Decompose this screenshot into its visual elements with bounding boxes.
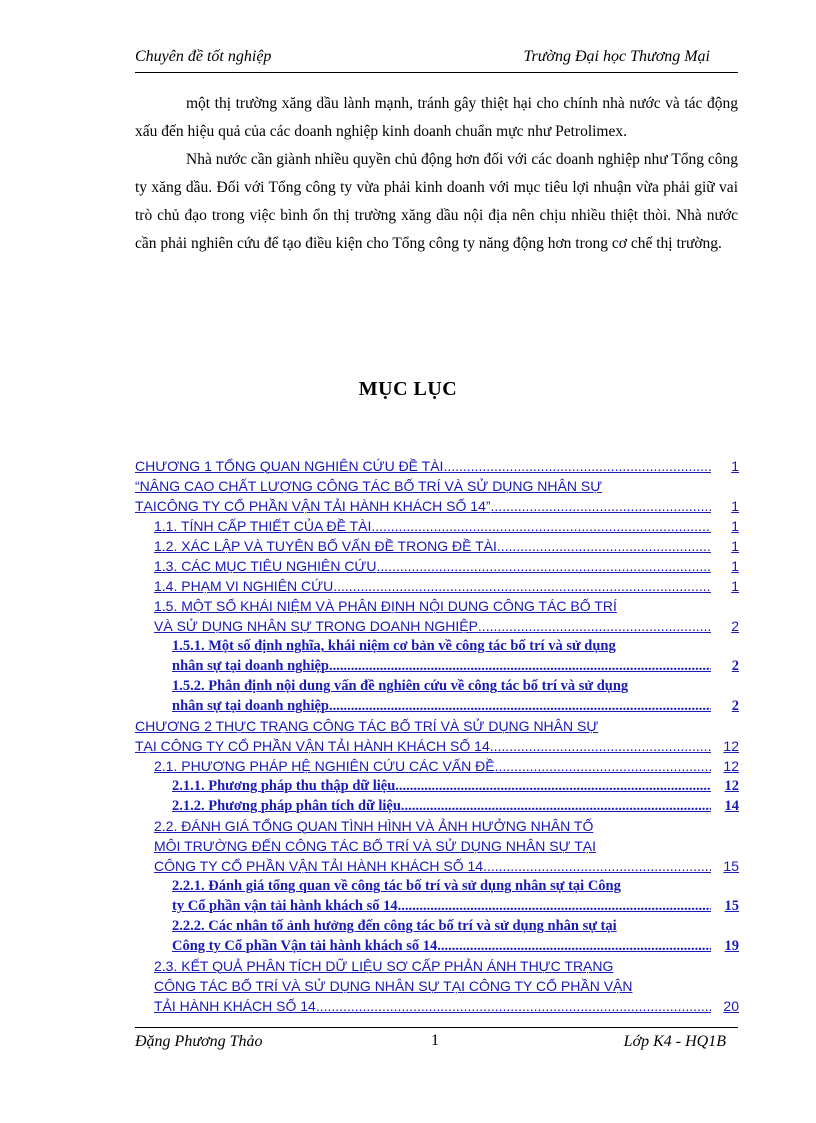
toc-entry-text: 2.3. KẾT QUẢ PHÂN TÍCH DỮ LIỆU SƠ CẤP PHẢN ÁNH THỰC TRẠNG (154, 958, 614, 974)
toc-page-number: 12 (723, 758, 739, 774)
toc-dot-leader (316, 996, 711, 1016)
toc-entry[interactable] (135, 596, 739, 636)
toc-entry-text: MÔI TRƯỜNG ĐẾN CÔNG TÁC BỐ TRÍ VÀ SỬ DỤNG NHÂN SỰ TẠI (154, 838, 596, 854)
toc-entry[interactable] (135, 556, 739, 576)
toc-dot-leader (333, 576, 711, 596)
toc-page-number: 19 (724, 938, 739, 954)
toc-entry-text: TẢI HÀNH KHÁCH SỐ 14 (154, 998, 316, 1014)
toc-entry-text: CHƯƠNG 1 TỔNG QUAN NGHIÊN CỨU ĐỀ TÀI (135, 458, 444, 474)
toc-dot-leader (497, 536, 711, 556)
toc-entry[interactable] (135, 956, 739, 1016)
toc-dot-leader (437, 936, 711, 956)
toc-entry[interactable] (135, 636, 739, 676)
toc-entry-text: TẠICÔNG TY CỔ PHẦN VẬN TẢI HÀNH KHÁCH SỐ 14” (135, 498, 491, 514)
toc-entry-text: 2.1.2. Phương pháp phân tích dữ liệu (172, 798, 401, 814)
toc-entry[interactable] (135, 756, 739, 776)
toc-entry-text: TẠI CÔNG TY CỔ PHẦN VẬN TẢI HÀNH KHÁCH SỐ 14 (135, 738, 490, 754)
toc-page-number: 2 (731, 658, 739, 674)
toc-entry[interactable] (135, 536, 739, 556)
toc-dot-leader (395, 776, 711, 796)
toc-page-number: 15 (724, 898, 739, 914)
toc-entry-text: 2.2.1. Đánh giá tổng quan về công tác bố trí và sử dụng nhân sự tại Công (172, 878, 621, 894)
toc-page-number: 15 (723, 858, 739, 874)
header-university: Trường Đại học Thương Mại (523, 48, 710, 65)
toc-dot-leader (478, 616, 711, 636)
toc-entry-text: nhân sự tại doanh nghiệp (172, 658, 329, 674)
table-of-contents (135, 456, 739, 1016)
toc-dot-leader (329, 696, 711, 716)
header-doc-type: Chuyên đề tốt nghiệp (135, 48, 272, 65)
toc-title: MỤC LỤC (358, 378, 458, 400)
page-number: 1 (431, 1032, 439, 1049)
footer-class: Lớp K4 - HQ1B (623, 1033, 726, 1050)
toc-page-number: 1 (731, 578, 739, 594)
toc-entry-text: VÀ SỬ DỤNG NHÂN SỰ TRONG DOANH NGHIỆP (154, 618, 478, 634)
toc-entry-text: 1.3. CÁC MỤC TIÊU NGHIÊN CỨU (154, 558, 377, 574)
toc-dot-leader (491, 496, 711, 516)
toc-dot-leader (398, 896, 711, 916)
toc-entry-text: 1.1. TÍNH CẤP THIẾT CỦA ĐỀ TÀI (154, 518, 372, 534)
toc-page-number: 1 (731, 558, 739, 574)
toc-entry-text: “NÂNG CAO CHẤT LƯỢNG CÔNG TÁC BỐ TRÍ VÀ SỬ DỤNG NHÂN SỰ (135, 478, 603, 494)
toc-page-number: 12 (724, 778, 739, 794)
toc-entry[interactable] (135, 516, 739, 536)
toc-entry-text: nhân sự tại doanh nghiệp (172, 698, 329, 714)
toc-dot-leader (401, 796, 711, 816)
toc-entry[interactable] (135, 776, 739, 796)
toc-entry-text: 1.4. PHẠM VI NGHIÊN CỨU (154, 578, 334, 594)
toc-page-number: 2 (731, 618, 739, 634)
toc-entry[interactable] (135, 476, 739, 516)
toc-entry-text: 1.2. XÁC LẬP VÀ TUYÊN BỐ VẤN ĐỀ TRONG ĐỀ TÀI (154, 538, 497, 554)
header-divider (135, 72, 738, 73)
toc-entry-text: 2.1.1. Phương pháp thu thập dữ liệu (172, 778, 396, 794)
toc-page-number: 1 (731, 498, 739, 514)
toc-entry-text: Công ty Cổ phần Vận tải hành khách số 14 (172, 938, 438, 954)
footer-divider (135, 1027, 738, 1028)
toc-entry[interactable] (135, 676, 739, 716)
toc-entry-text: 1.5.2. Phân định nội dung vấn đề nghiên cứu về công tác bố trí và sử dụng (172, 678, 629, 694)
toc-entry[interactable] (135, 796, 739, 816)
toc-entry[interactable] (135, 716, 739, 756)
toc-page-number: 12 (723, 738, 739, 754)
toc-entry-text: CÔNG TÁC BỐ TRÍ VÀ SỬ DỤNG NHÂN SỰ TẠI CÔNG TY CỔ PHẦN VẬN (154, 978, 633, 994)
toc-page-number: 1 (731, 518, 739, 534)
toc-entry[interactable] (135, 876, 739, 916)
toc-page-number: 1 (731, 538, 739, 554)
toc-dot-leader (377, 556, 711, 576)
page-header (135, 48, 738, 72)
toc-entry-text: 2.1. PHƯƠNG PHÁP HỆ NGHIÊN CỨU CÁC VẤN ĐỀ (154, 758, 495, 774)
toc-entry-text: 1.5. MỘT SỐ KHÁI NIỆM VÀ PHÂN ĐỊNH NỘI DUNG CÔNG TÁC BỐ TRÍ (154, 598, 617, 614)
toc-page-number: 14 (724, 798, 739, 814)
body-text (135, 90, 738, 258)
footer-author: Đặng Phương Thảo (135, 1033, 263, 1050)
toc-entry[interactable] (135, 816, 739, 876)
toc-entry-text: 1.5.1. Một số định nghĩa, khái niệm cơ bản về công tác bố trí và sử dụng (172, 638, 616, 654)
toc-dot-leader (329, 656, 711, 676)
toc-page-number: 1 (731, 458, 739, 474)
paragraph: một thị trường xăng dầu lành mạnh, tránh gây thiệt hại cho chính nhà nước và tác động xấu đến hiệu quả của các doanh nghiệp kinh doanh chuẩn mực như Petrolimex. (135, 95, 738, 140)
toc-entry-text: 2.2. ĐÁNH GIÁ TỔNG QUAN TÌNH HÌNH VÀ ẢNH HƯỞNG NHÂN TỐ (154, 818, 594, 834)
toc-page-number: 20 (723, 998, 739, 1014)
toc-dot-leader (483, 856, 711, 876)
toc-entry-text: ty Cổ phần vận tải hành khách số 14 (172, 898, 398, 914)
toc-entry[interactable] (135, 456, 739, 476)
toc-dot-leader (371, 516, 711, 536)
toc-entry[interactable] (135, 576, 739, 596)
toc-entry-text: 2.2.2. Các nhân tố ảnh hưởng đến công tác bố trí và sử dụng nhân sự tại (172, 918, 617, 934)
toc-dot-leader (495, 756, 711, 776)
paragraph: Nhà nước cần giành nhiều quyền chủ động hơn đối với các doanh nghiệp như Tổng công ty xăng dầu. Đối với Tổng công ty vừa phải kinh doanh với mục tiêu lợi nhuận vừa phải giữ vai trò chủ đạo trong việc bình ổn thị trường xăng dầu nội địa nên chịu nhiều thiệt thòi. Nhà nước cần phải nghiên cứu để tạo điều kiện cho Tổng công ty năng động hơn trong cơ chế thị trường. (135, 151, 738, 252)
page-footer (135, 1033, 738, 1057)
toc-dot-leader (443, 456, 711, 476)
toc-entry-text: CÔNG TY CỔ PHẦN VẬN TẢI HÀNH KHÁCH SỐ 14 (154, 858, 484, 874)
toc-entry-text: CHƯƠNG 2 THỰC TRẠNG CÔNG TÁC BỐ TRÍ VÀ SỬ DỤNG NHÂN SỰ (135, 718, 599, 734)
toc-page-number: 2 (731, 698, 739, 714)
toc-dot-leader (490, 736, 711, 756)
toc-entry[interactable] (135, 916, 739, 956)
